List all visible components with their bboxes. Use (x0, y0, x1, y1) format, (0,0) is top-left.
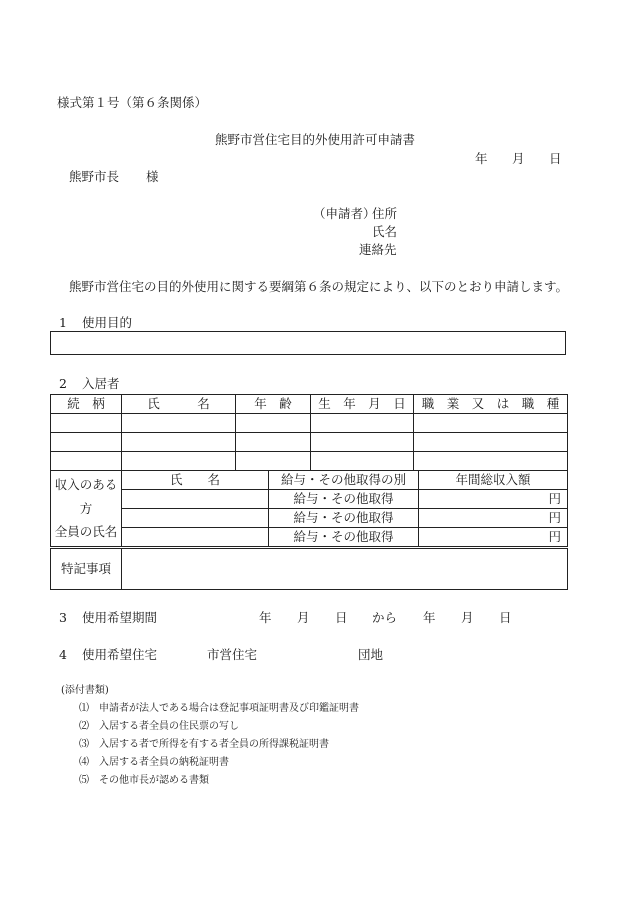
period-end-year: 年 (423, 610, 436, 625)
section3-number: 3 (59, 610, 67, 625)
occupation-cell[interactable] (414, 433, 568, 452)
income-header-row (51, 471, 568, 490)
income-earners-label (51, 471, 122, 547)
date-year-label: 年 (475, 151, 488, 166)
addressee-honorific: 様 (146, 169, 159, 184)
age-cell[interactable] (236, 414, 311, 433)
header-name: 氏 名 (122, 395, 236, 414)
applicant-name-label: 氏名 (372, 224, 398, 239)
date-day-label: 日 (549, 151, 562, 166)
attachments-heading: (添付書類) (61, 685, 109, 696)
income-label-line2: 全員の氏名 (54, 524, 118, 540)
occupation-cell[interactable] (414, 452, 568, 471)
income-name-cell[interactable] (122, 509, 269, 528)
income-label-line1: 収入のある方 (54, 476, 118, 516)
form-number: 様式第１号（第６条関係） (57, 95, 208, 110)
attachment-item: ⑸ その他市長が認める書類 (79, 775, 209, 786)
period-from: から (372, 610, 398, 625)
table-row (51, 414, 568, 433)
section1-number: 1 (59, 315, 67, 330)
period-start-year: 年 (259, 610, 272, 625)
applicant-prefix: （申請者） (313, 206, 376, 221)
age-cell[interactable] (236, 452, 311, 471)
usage-purpose-field[interactable] (50, 331, 566, 355)
relationship-cell[interactable] (51, 414, 122, 433)
applicant-contact-label: 連絡先 (359, 242, 397, 257)
section4-title: 使用希望住宅 (82, 647, 158, 662)
name-cell[interactable] (122, 433, 236, 452)
table-row (51, 452, 568, 471)
remarks-table (50, 548, 568, 590)
applicant-address-label: 住所 (372, 206, 398, 221)
name-cell[interactable] (122, 414, 236, 433)
income-table (50, 470, 568, 547)
income-name-cell[interactable] (122, 528, 269, 547)
table-row (51, 509, 568, 528)
period-start-month: 月 (297, 610, 310, 625)
relationship-cell[interactable] (51, 452, 122, 471)
attachment-item: ⑵ 入居する者全員の住民票の写し (79, 721, 239, 732)
income-type-cell: 給与・その他取得 (269, 509, 419, 528)
residents-table (50, 394, 568, 471)
income-header-amount: 年間総収入額 (419, 471, 568, 490)
income-amount-cell[interactable]: 円 (419, 490, 568, 509)
attachment-item: ⑴ 申請者が法人である場合は登記事項証明書及び印鑑証明書 (79, 703, 359, 714)
birthdate-cell[interactable] (311, 414, 414, 433)
header-relationship: 続 柄 (51, 395, 122, 414)
residents-header-row (51, 395, 568, 414)
income-header-type: 給与・その他取得の別 (269, 471, 419, 490)
period-end-day: 日 (499, 610, 512, 625)
income-amount-cell[interactable]: 円 (419, 528, 568, 547)
section2-number: 2 (59, 376, 67, 391)
occupation-cell[interactable] (414, 414, 568, 433)
section1-title: 使用目的 (82, 315, 133, 330)
page-title: 熊野市営住宅目的外使用許可申請書 (215, 132, 416, 147)
income-type-cell: 給与・その他取得 (269, 490, 419, 509)
age-cell[interactable] (236, 433, 311, 452)
table-row (51, 528, 568, 547)
income-amount-cell[interactable]: 円 (419, 509, 568, 528)
income-name-cell[interactable] (122, 490, 269, 509)
table-row (51, 433, 568, 452)
header-age: 年 齢 (236, 395, 311, 414)
attachment-item: ⑶ 入居する者で所得を有する者全員の所得課税証明書 (79, 739, 329, 750)
period-start-day: 日 (335, 610, 348, 625)
table-row (51, 490, 568, 509)
section2-title: 入居者 (82, 376, 120, 391)
addressee: 熊野市長 (69, 169, 120, 184)
municipal-housing-label: 市営住宅 (207, 647, 258, 662)
birthdate-cell[interactable] (311, 433, 414, 452)
header-occupation: 職 業 又 は 職 種 (414, 395, 568, 414)
remarks-field[interactable] (122, 549, 568, 590)
birthdate-cell[interactable] (311, 452, 414, 471)
relationship-cell[interactable] (51, 433, 122, 452)
name-cell[interactable] (122, 452, 236, 471)
section3-title: 使用希望期間 (82, 610, 158, 625)
complex-label: 団地 (358, 647, 384, 662)
attachment-item: ⑷ 入居する者全員の納税証明書 (79, 757, 229, 768)
income-type-cell: 給与・その他取得 (269, 528, 419, 547)
section4-number: 4 (59, 647, 67, 662)
intro-text: 熊野市営住宅の目的外使用に関する要綱第６条の規定により、以下のとおり申請します。 (69, 279, 569, 294)
date-month-label: 月 (512, 151, 525, 166)
income-header-name: 氏 名 (122, 471, 269, 490)
remarks-label: 特記事項 (51, 549, 122, 590)
period-end-month: 月 (461, 610, 474, 625)
header-birthdate: 生 年 月 日 (311, 395, 414, 414)
